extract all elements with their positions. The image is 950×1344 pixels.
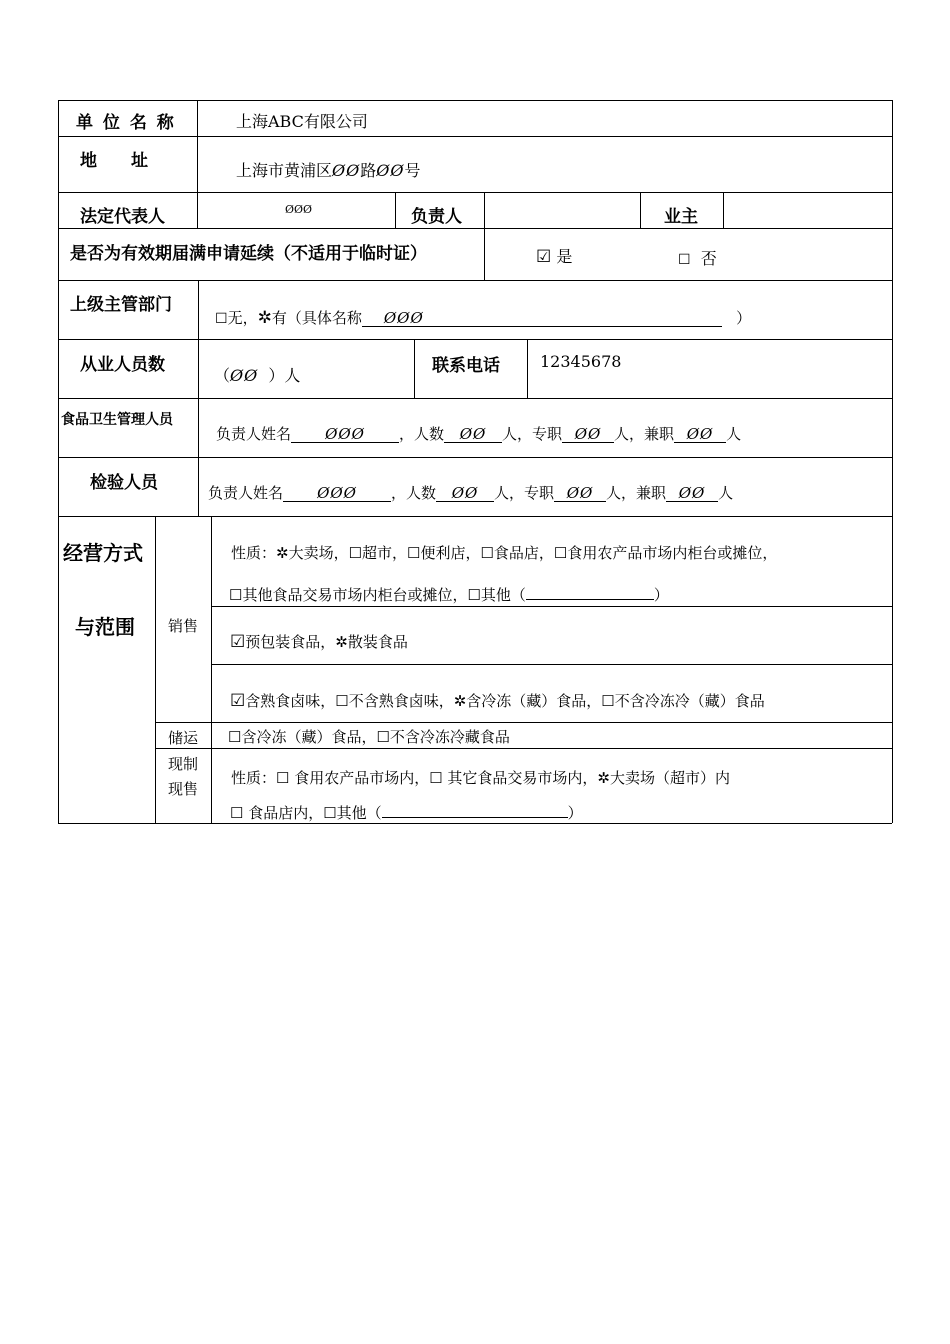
col-divider (197, 100, 198, 228)
col-divider (395, 192, 396, 228)
renewal-no-label: 否 (700, 249, 717, 268)
storage-label: 储运 (168, 729, 199, 747)
prepack-option (230, 631, 408, 652)
col-divider (484, 192, 485, 280)
staff-value (214, 363, 300, 386)
inspection-parttime-label: 人，兼职 (606, 484, 667, 502)
inspection-count-label: ，人数 (391, 484, 437, 502)
superior-value (215, 307, 751, 328)
address-value (236, 158, 421, 181)
checked-box-icon[interactable]: ☑ (230, 691, 246, 711)
table-border-bottom (58, 823, 892, 824)
col-divider (723, 192, 724, 228)
staff-label: 从业人员数 (80, 355, 165, 375)
address-label: 地 址 (80, 151, 148, 171)
row-divider (58, 339, 892, 340)
hygiene-name-label: 负责人姓名 (216, 425, 292, 443)
checked-box-icon[interactable]: ☑ (536, 247, 552, 267)
row-divider (155, 722, 892, 723)
col-divider (640, 192, 641, 228)
inspection-end: 人 (718, 484, 734, 502)
inspection-value (208, 482, 733, 503)
hygiene-name-field[interactable]: ØØØ (291, 426, 399, 443)
row-divider (58, 228, 892, 229)
legal-rep-label: 法定代表人 (80, 207, 165, 227)
col-divider (155, 516, 156, 823)
row-divider (58, 192, 892, 193)
legal-rep-value: ØØØ (285, 203, 313, 216)
hygiene-label: 食品卫生管理人员 (61, 412, 173, 428)
hygiene-value (216, 423, 741, 444)
sales-label: 销售 (168, 617, 199, 635)
table-border-right (892, 100, 893, 823)
sales-other-field[interactable] (526, 599, 654, 600)
row-divider (211, 606, 892, 607)
address-number-mark: ØØ (376, 161, 405, 180)
onsite-line1[interactable]: 性质：☐ 食用农产品市场内，☐ 其它食品交易市场内，✲大卖场（超市）内 (231, 769, 731, 787)
address-prefix: 上海市黄浦区 (236, 161, 333, 180)
row-divider (211, 664, 892, 665)
owner-label: 业主 (664, 207, 698, 227)
hygiene-parttime-field[interactable]: ØØ (674, 426, 726, 443)
flower-icon[interactable]: ✲ (257, 308, 272, 328)
row-divider (155, 748, 892, 749)
inspection-count-field[interactable]: ØØ (436, 485, 494, 502)
unit-name-label: 单 位 名 称 (76, 113, 176, 133)
table-border-left (58, 100, 59, 823)
superior-name-field[interactable]: ØØØ (362, 310, 722, 327)
business-title-line1: 经营方式 (63, 541, 143, 565)
row-divider (58, 136, 892, 137)
hygiene-count-field[interactable]: ØØ (444, 426, 502, 443)
onsite-label-2: 现售 (168, 780, 199, 798)
superior-none-label: 无， (227, 309, 258, 327)
renewal-label: 是否为有效期届满申请延续（不适用于临时证） (70, 244, 427, 264)
inspection-parttime-field[interactable]: ØØ (666, 485, 718, 502)
unchecked-box-icon[interactable]: ☐ (678, 252, 691, 268)
staff-open: （ (214, 366, 231, 385)
unit-name-value: 上海ABC有限公司 (236, 112, 368, 131)
hygiene-fulltime-field[interactable]: ØØ (562, 426, 614, 443)
superior-has-label: 有（具体名称 (271, 309, 362, 327)
hygiene-fulltime-label: 人，专职 (502, 425, 563, 443)
phone-value: 12345678 (540, 352, 622, 371)
col-divider (527, 339, 528, 398)
onsite-other-field[interactable] (382, 817, 568, 818)
staff-close: ）人 (268, 366, 301, 385)
prepack-text[interactable]: 预包装食品，✲散装食品 (245, 633, 408, 651)
phone-label: 联系电话 (432, 356, 500, 376)
address-suffix: 号 (404, 161, 421, 180)
inspection-label: 检验人员 (90, 473, 158, 493)
hygiene-count-label: ，人数 (399, 425, 445, 443)
renewal-yes-label: 是 (556, 247, 573, 266)
sales-other-close: ） (653, 586, 669, 604)
row-divider (58, 516, 892, 517)
inspection-fulltime-label: 人，专职 (494, 484, 555, 502)
business-title-line2: 与范围 (75, 615, 135, 639)
cooked-text[interactable]: 含熟食卤味，☐不含熟食卤味，✲含冷冻（藏）食品，☐不含冷冻冷（藏）食品 (245, 692, 765, 710)
cooked-option (230, 690, 765, 711)
row-divider (58, 280, 892, 281)
col-divider (414, 339, 415, 398)
sales-nature-line1[interactable]: 性质：✲大卖场，☐超市，☐便利店，☐食品店，☐食用农产品市场内柜台或摊位， (231, 544, 778, 562)
row-divider (58, 457, 892, 458)
hygiene-parttime-label: 人，兼职 (614, 425, 675, 443)
staff-count[interactable]: ØØ (230, 366, 259, 385)
onsite-line2 (230, 802, 583, 823)
onsite-line2-text[interactable]: ☐ 食品店内，☐其他（ (230, 804, 382, 822)
superior-close: ） (736, 309, 752, 327)
col-divider (198, 280, 199, 516)
onsite-label-1: 现制 (168, 755, 199, 773)
sales-nature-line2 (229, 584, 669, 605)
unchecked-box-icon[interactable]: ☐ (215, 311, 228, 327)
address-road-mark: ØØ (332, 161, 361, 180)
checked-box-icon[interactable]: ☑ (230, 632, 246, 652)
renewal-no[interactable] (678, 246, 717, 269)
table-border-top (58, 100, 892, 101)
storage-options[interactable]: ☐含冷冻（藏）食品，☐不含冷冻冷藏食品 (228, 728, 510, 746)
address-road: 路 (360, 161, 377, 180)
row-divider (58, 398, 892, 399)
renewal-yes[interactable] (536, 244, 572, 267)
col-divider (211, 516, 212, 823)
inspection-name-field[interactable]: ØØØ (283, 485, 391, 502)
superior-label: 上级主管部门 (70, 295, 172, 315)
inspection-name-label: 负责人姓名 (208, 484, 284, 502)
inspection-fulltime-field[interactable]: ØØ (554, 485, 606, 502)
responsible-label: 负责人 (411, 207, 462, 227)
sales-nature-line2-text[interactable]: ☐其他食品交易市场内柜台或摊位，☐其他（ (229, 586, 526, 604)
onsite-other-close: ） (567, 804, 583, 822)
hygiene-end: 人 (726, 425, 742, 443)
